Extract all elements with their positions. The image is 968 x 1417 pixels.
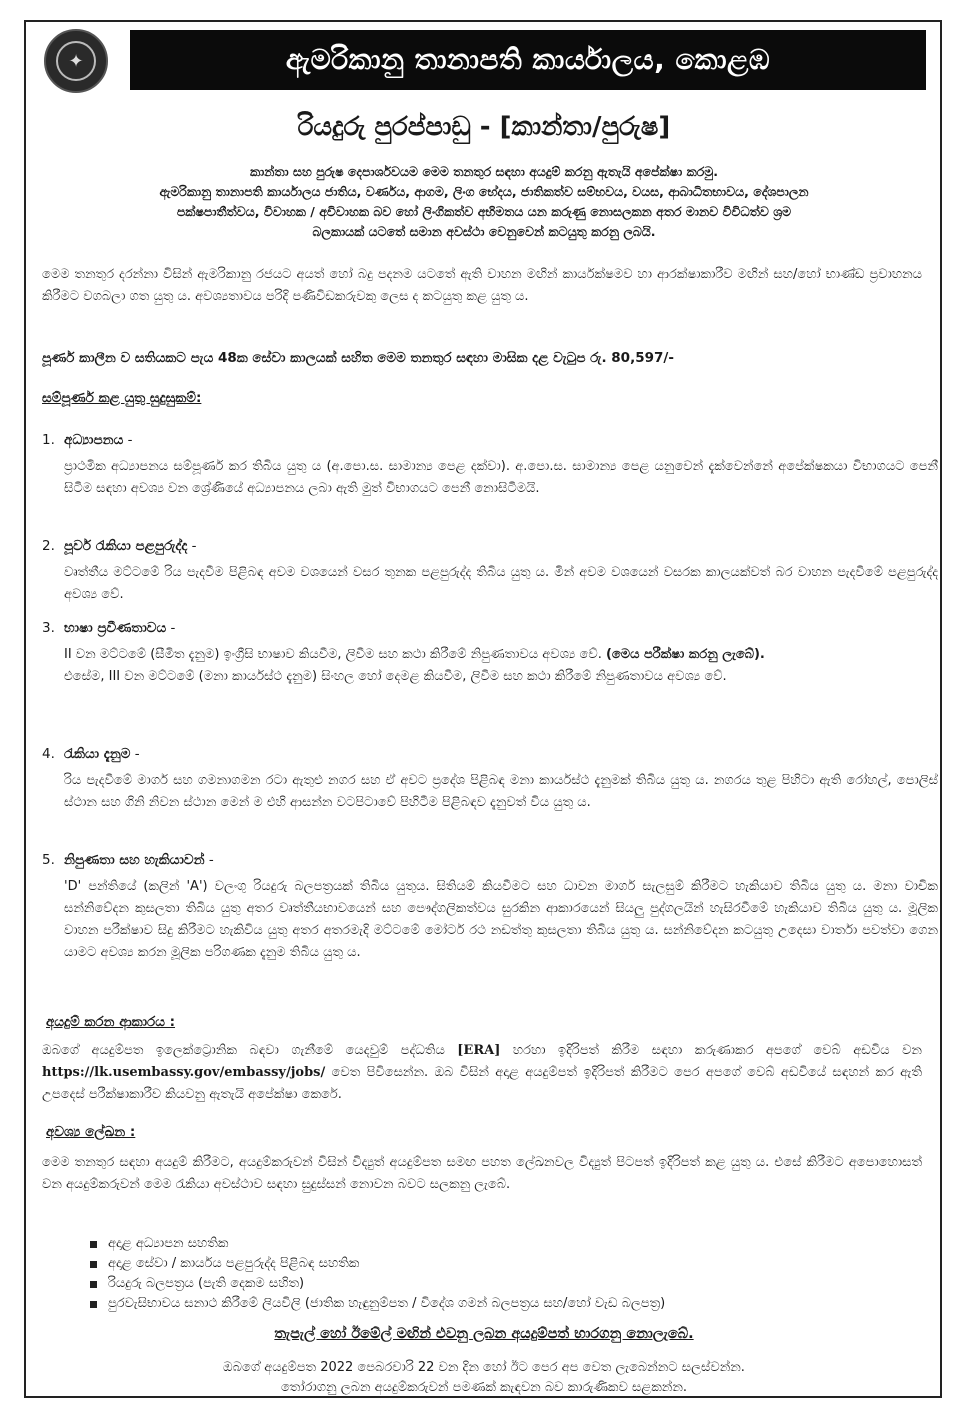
job-description: මෙම තනතුර දරන්නා විසින් ඇමරිකානු රජයට අයත් හෝ බදු පදනම යටතේ ඇති වාහන මඟින් කාර්යක්ෂමව හා ආරක්ෂාකාරීව මඟින් සහ/හෝ භාණ්ඩ ප්‍රවාහනය කිරීමට වගබලා ගත යුතු ය. අවශ්‍යතාවය පරිදි පණිවිඩකරුවකු ලෙස ද කටයුතු කළ යුතු ය.: [42, 267, 922, 304]
requirement-text: වෘත්තීය මට්ටමේ රිය පැදවීම පිළිබඳ අවම වශයෙන් වසර තුනක පළපුරුද්ද තිබිය යුතු ය. මින් අවම වශයෙන් වසරක කාලයක්වත් බර වාහන පැදවීමේ පළපුරුද්ද අවශ්‍ය වේ.: [64, 565, 938, 602]
requirement-heading: 4. රැකියා දැනුම -: [42, 746, 140, 762]
test-note: (මෙය පරීක්ෂා කරනු ලැබේ).: [605, 647, 765, 662]
requirement-number: 1.: [42, 432, 55, 448]
requirement-text: 'D' පන්තියේ (කලින් 'A') වලංගු රියදුරු බලපත්‍රයක් තිබිය යුතුය. සිතියම් කියවීමට සහ ධාවන මාර්ග සැලසුම් කිරීමට හැකියාව තිබිය යුතු ය. මනා වාචික සන්නිවේදන කුසලතා තිබිය යුතු අතර වෘත්තීයභාවයෙන් සහ පෞද්ගලිකත්වය සුරකින ආකාරයෙන් සියලු පුද්ගලයින් හැසිරවීමේ හැකියාව තිබිය යුතු ය. මූලික වාහන පරීක්ෂාව සිදු කිරීමට හැකිවිය යුතු අතර අතරමැදි මට්ටමේ මෝටර් රථ නඩත්තු කුසලතා තිබිය යුතු ය. සන්නිවේදන කටයුතු උදෙසා වාර්තා පවත්වා ගෙන යාමට අවශ්‍ය කරන මූලික පරිගණක දැනුම තිබිය යුතු ය.: [64, 879, 938, 960]
requirement-label: භාෂා ප්‍රවීණතාවය: [64, 620, 167, 636]
no-post-email-notice: තැපැල් හෝ ඊමේල් මඟින් එවනු ලබන අයදුම්පත් භාරගනු නොලැබේ.: [274, 1326, 694, 1342]
documents-heading: අවශ්‍ය ලේඛන :: [46, 1124, 136, 1140]
list-item: රියදුරු බලපත්‍රය (පැති දෙකම සහිත): [88, 1274, 928, 1294]
deadline-line: ඔබගේ අයදුම්පත 2022 පෙබරවාරි 22 වන දින හෝ ඊට පෙර අප වෙත ලැබෙන්නට සලස්වන්න.: [223, 1360, 745, 1375]
embassy-seal-icon: [44, 29, 108, 93]
header: [30, 24, 938, 98]
requirement-label: රැකියා දැනුම: [64, 746, 131, 762]
vacancy-title: රියදුරු පුරප්පාඩු - [කාන්තා/පුරුෂ]: [297, 112, 671, 142]
list-item: අදාළ අධ්‍යාපන සහතික: [88, 1234, 928, 1254]
requirement-number: 3.: [42, 620, 55, 636]
apply-text-after: වෙත පිවිසෙන්න. ඔබ විසින් අදාළ අයදුම්පත් ඉදිරිපත් කිරීමට පෙර අපගේ වෙබ් අඩවියේ සඳහන් කර ඇති උපදෙස් පරීක්ෂාකාරීව කියවනු ඇතැයි අපේක්ෂා කෙරේ.: [42, 1065, 922, 1102]
closing-text: [30, 1358, 938, 1398]
requirement-number: 2.: [42, 538, 55, 554]
banner-title: ඇමරිකානු තානාපති කාර්යාලය, කොළඹ: [130, 30, 926, 90]
intro-line: බලකායක් යටතේ සමාන අවස්ථා වෙනුවෙන් කටයුතු කරනු ලබයි.: [312, 224, 656, 239]
requirement-number: 4.: [42, 746, 55, 762]
requirement-label: පූර්ව රැකියා පළපුරුද්ද: [64, 538, 188, 554]
language-english-text: II වන මට්ටමේ (සීමිත දැනුම) ඉංග්‍රීසි භාෂාව කියවීම, ලිවීම සහ කථා කිරීමේ නිපුණතාවය අවශ්‍ය වේ.: [64, 647, 602, 662]
apply-text-mid: හරහා ඉදිරිපත් කිරීම සඳහා කරුණාකර අපගේ වෙබ් අඩවිය වන: [512, 1043, 922, 1058]
requirement-text: රිය පැදවීමේ මාර්ග සහ ගමනාගමන රටා ඇතුළු නගර සහ ඒ අවට ප්‍රදේශ පිළිබඳ මනා කාර්යස්ථ දැනුමක් තිබිය යුතු ය. නගරය තුළ පිහිටා ඇති රෝහල්, පොලිස් ස්ථාන සහ ගිනි නිවන ස්ථාන මෙන් ම එහි ආසන්න වටපිටාවේ පිහිටීම පිළිබඳව දැනුවත් විය යුතු ය.: [64, 773, 938, 810]
language-local-text: එසේම, III වන මට්ටමේ (මනා කාර්යස්ථ දැනුම) සිංහල හෝ දෙමළ කියවීම, ලිවීම සහ කථා කිරීමේ නිපුණතාවය අවශ්‍ය වේ.: [64, 669, 727, 684]
era-label: [ERA]: [457, 1043, 501, 1058]
intro-statement: [60, 162, 908, 242]
how-to-apply-heading: අයදුම් කරන ආකාරය :: [46, 1014, 176, 1030]
list-item: පුරවැසිභාවය සනාථ කිරීමේ ලියවිලි (ජාතික හැඳුනුම්පත / විදේශ ගමන් බලපත්‍රය සහ/හෝ වැඩ බලපත්‍ර): [88, 1294, 928, 1314]
documents-text: මෙම තනතුර සඳහා අයදුම් කිරීමට, අයදුම්කරුවන් විසින් විද්‍යුත් අයදුම්පත සමඟ පහත ලේඛනවල විද්‍යුත් පිටපත් ඉදිරිපත් කළ යුතු ය. එසේ කිරීමට අපොහොසත් වන අයදුම්කරුවන් මෙම රැකියා අවස්ථාව සඳහා සුදුස්සන් නොවන බවට සලකනු ලැබේ.: [42, 1155, 922, 1192]
requirement-heading: 3. භාෂා ප්‍රවීණතාවය -: [42, 620, 176, 636]
requirement-label: අධ්‍යාපනය: [64, 432, 124, 448]
intro-line: කාන්තා සහ පුරුෂ දෙපාර්ශවයම මෙම තනතුර සඳහා අයදුම් කරනු ඇතැයි අපේක්ෂා කරමු.: [249, 164, 719, 179]
requirement-text: ප්‍රාථමික අධ්‍යාපනය සම්පූර්ණ කර තිබිය යුතු ය (අ.පො.ස. සාමාන්‍ය පෙළ දක්වා). අ.පො.ස. සාමාන්‍ය පෙළ යනුවෙන් දැක්වෙන්නේ අපේක්ෂකයා විභාගයට පෙනී සිටීම සඳහා අවශ්‍ය වන ශ්‍රේණියේ අධ්‍යාපනය ලබා ඇති මුත් විභාගයට පෙනී නොසිටීමයි.: [64, 459, 938, 496]
how-to-apply-text: [42, 1040, 922, 1106]
intro-line: පක්ෂපාතීත්වය, විවාහක / අවිවාහක බව හෝ ලිංගිකත්ව අභිමතය යන කරුණු නොසලකන අතර මානව විවිධත්ව ශ්‍රම: [176, 204, 792, 219]
apply-text-before: ඔබගේ අයදුම්පත ඉලෙක්ට්‍රොනික බඳවා ගැනීමේ යෙදවුම් පද්ධතිය: [42, 1043, 445, 1058]
documents-list: [88, 1234, 928, 1314]
jobs-link[interactable]: https://lk.usembassy.gov/embassy/jobs/: [42, 1065, 326, 1080]
shortlist-line: තෝරාගනු ලබන අයදුම්කරුවන් පමණක් කැඳවන බව කාරුණිකව සළකන්න.: [280, 1380, 688, 1395]
requirements-heading: සම්පූර්ණ කළ යුතු සුදුසුකම්:: [42, 390, 202, 406]
intro-line: ඇමරිකානු තානාපති කාර්යාලය ජාතිය, වර්ණය, ආගම, ලිංග භේදය, ජාතිකත්ව සම්භවය, වයස, ආබාධිතභාවය, දේශපාලන: [159, 184, 809, 199]
requirement-number: 5.: [42, 852, 55, 868]
eagle-icon: ✦: [56, 41, 96, 81]
requirement-heading: 2. පූර්ව රැකියා පළපුරුද්ද -: [42, 538, 197, 554]
salary-line: පූර්ණ කාලීන ව සතියකට පැය 48ක සේවා කාලයක් සහිත මෙම තනතුර සඳහා මාසික දළ වැටුප රු. 80,597/-: [42, 350, 674, 366]
requirement-heading: 5. නිපුණතා සහ හැකියාවන් -: [42, 852, 214, 868]
requirement-label: නිපුණතා සහ හැකියාවන්: [64, 852, 205, 868]
list-item: අදාළ සේවා / කාර්යය පළපුරුද්ද පිළිබඳ සහතික: [88, 1254, 928, 1274]
requirement-text: [64, 644, 938, 688]
requirement-heading: 1. අධ්‍යාපනය -: [42, 432, 133, 448]
